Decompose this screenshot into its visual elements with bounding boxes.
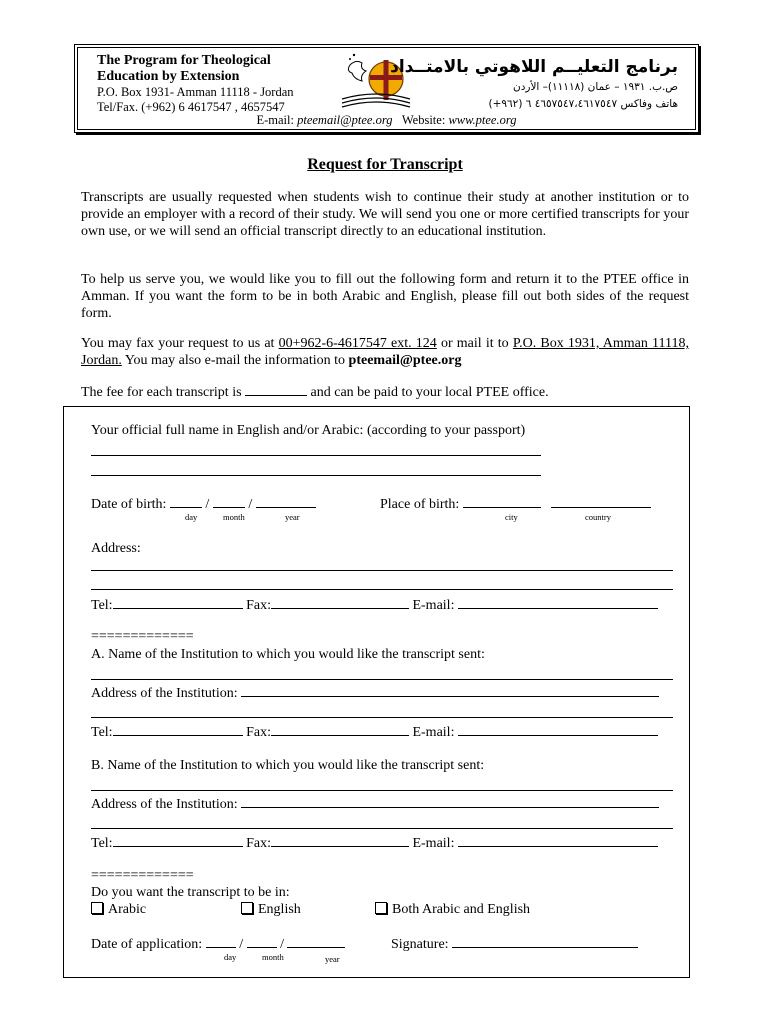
pob-row [380,495,651,513]
dob-year-field[interactable] [256,495,316,508]
checkbox-icon[interactable] [91,902,103,914]
org-info-arabic [390,55,678,113]
pob-country-field[interactable] [551,495,651,508]
institution-a-address-line-2[interactable] [91,717,673,718]
fax-number: 00+962-6-4617547 ext. 124 [278,336,437,351]
option-english[interactable]: English [241,902,301,918]
address-line-1[interactable] [91,570,673,571]
institution-a-name-line[interactable] [91,679,673,680]
institution-a-address-row: Address of the Institution: [91,684,659,702]
institution-b-name-line[interactable] [91,790,673,791]
dob-month-field[interactable] [213,495,245,508]
checkbox-icon[interactable] [241,902,253,914]
full-name-line-1[interactable] [91,455,541,456]
fax-field[interactable] [271,596,409,609]
option-both[interactable]: Both Arabic and English [375,902,530,918]
checkbox-icon[interactable] [375,902,387,914]
email-address[interactable]: pteemail@ptee.org [348,353,462,368]
dob-row: Date of birth: / / [91,495,316,513]
institution-a-address-field[interactable] [241,684,659,697]
website-link[interactable]: www.ptee.org [448,113,517,127]
institution-b-tel-field[interactable] [113,834,243,847]
org-name-arabic: برنامج التعليــم اللاهوتي بالامتــداد [390,57,678,77]
institution-a-label: A. Name of the Institution to which you would like the transcript sent: [91,647,485,662]
email-field[interactable] [458,596,658,609]
institution-b-address-field[interactable] [241,795,659,808]
app-month-field[interactable] [247,935,277,948]
website-label: Website: [401,113,446,127]
org-name-line2: Education by Extension [97,69,240,84]
app-month-hint: month [262,952,284,962]
language-question: Do you want the transcript to be in: [91,885,290,900]
org-telfax: Tel/Fax. (+962) 6 4617547 , 4657547 [97,100,285,114]
contact-row-a: Tel: Fax: E-mail: [91,723,658,741]
dob-month-hint: month [223,512,245,522]
org-name-line1: The Program for Theological [97,53,271,68]
institution-b-address-line-2[interactable] [91,828,673,829]
institution-b-email-field[interactable] [458,834,658,847]
page-title: Request for Transcript [307,156,463,173]
institution-a-fax-field[interactable] [271,723,409,736]
org-address-arabic: ص.ب. ١٩٣١ – عمان (١١١١٨)– الأردن [512,81,678,93]
letterhead [74,44,699,133]
intro-paragraph: Transcripts are usually requested when students wish to continue their study at another institution or to provide an employer with a record of their study. We will send you one or more certified transcripts for your own use, or we will send an official transcript directly to an educational institution. [81,190,689,239]
option-arabic[interactable]: Arabic [91,902,146,918]
pob-city-hint: city [505,512,518,522]
separator-1: ============= [91,629,194,644]
contact-line [75,113,698,128]
separator-2: ============= [91,868,194,883]
tel-field[interactable] [113,596,243,609]
institution-b-fax-field[interactable] [271,834,409,847]
fee-blank [245,383,307,396]
address-label: Address: [91,541,141,556]
full-name-label: Your official full name in English and/or Arabic: (according to your passport) [91,423,526,438]
institution-a-tel-field[interactable] [113,723,243,736]
address-line-2[interactable] [91,589,673,590]
pob-city-field[interactable] [463,495,541,508]
app-day-hint: day [224,952,237,962]
mail-address: P.O. Box 1931, Amman 11118, Jordan. [81,336,689,368]
contact-row-1: Tel: Fax: E-mail: [91,596,658,614]
dob-year-hint: year [285,512,300,522]
app-year-hint: year [325,954,340,964]
contact-paragraph: You may fax your request to us at 00+962-6-4617547 ext. 124 or mail it to P.O. Box 1931, Amman 11118, Jordan. You may also e-mail the information to pteemail@ptee.org [81,336,689,368]
email-link[interactable]: pteemail@ptee.org [297,113,393,127]
institution-b-label: B. Name of the Institution to which you would like the transcript sent: [91,758,485,773]
email-label: E-mail: [256,113,294,127]
org-telfax-arabic: هاتف وفاكس ٤٦٥٧٥٤٧،٤٦١٧٥٤٧ ٦ (٩٦٢+) [488,98,678,110]
dob-day-field[interactable] [170,495,202,508]
contact-row-b: Tel: Fax: E-mail: [91,834,658,852]
pob-label: Place of birth: [380,497,460,512]
signature-row [391,935,638,953]
instructions-paragraph: To help us serve you, we would like you to fill out the following form and return it to the PTEE office in Amman. If you want the form to be in both Arabic and English, please fill out both sides of the request form. [81,272,689,321]
full-name-line-2[interactable] [91,475,541,476]
institution-a-email-field[interactable] [458,723,658,736]
institution-b-address-row: Address of the Institution: [91,795,659,813]
signature-field[interactable] [452,935,638,948]
dob-label: Date of birth: [91,497,167,512]
dob-day-hint: day [185,512,198,522]
signature-label: Signature: [391,937,449,952]
application-date-row: Date of application: / / [91,935,345,953]
org-address: P.O. Box 1931- Amman 11118 - Jordan [97,85,294,99]
fee-paragraph: The fee for each transcript is and can be paid to your local PTEE office. [81,385,549,400]
pob-country-hint: country [585,512,611,522]
app-year-field[interactable] [287,935,345,948]
application-date-label: Date of application: [91,937,203,952]
app-day-field[interactable] [206,935,236,948]
org-info-english [97,53,294,115]
